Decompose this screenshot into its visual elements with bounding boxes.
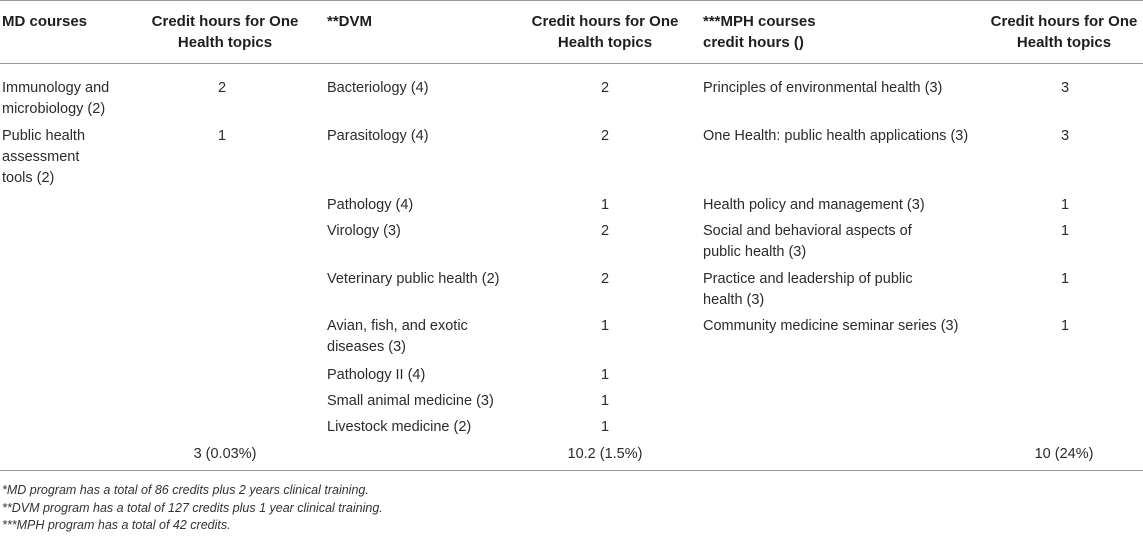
mph-credit-cell: 1 bbox=[1060, 318, 1070, 334]
mph-total: 10 (24%) bbox=[1034, 446, 1094, 462]
mph-course-cell: Practice and leadership of public health (3) bbox=[703, 271, 913, 308]
dvm-course-cell: Livestock medicine (2) bbox=[327, 419, 472, 435]
mph-course-cell: Social and behavioral aspects of public health (3) bbox=[703, 223, 912, 260]
dvm-course-cell: Avian, fish, and exotic diseases (3) bbox=[327, 318, 468, 355]
md-credit-cell: 2 bbox=[217, 80, 227, 96]
header-dvm-credit: Credit hours for One Health topics bbox=[531, 13, 679, 51]
dvm-credit-cell: 1 bbox=[600, 419, 610, 435]
header-rule bbox=[0, 63, 1143, 64]
dvm-course-cell: Parasitology (4) bbox=[327, 128, 429, 144]
mph-course-cell: Community medicine seminar series (3) bbox=[703, 318, 959, 334]
footnote-md: *MD program has a total of 86 credits plus 2 years clinical training. bbox=[2, 483, 369, 497]
mph-credit-cell: 1 bbox=[1060, 197, 1070, 213]
md-course-cell: Immunology and microbiology (2) bbox=[2, 80, 110, 117]
mph-credit-cell: 3 bbox=[1060, 80, 1070, 96]
header-md-credit: Credit hours for One Health topics bbox=[151, 13, 299, 51]
dvm-course-cell: Pathology II (4) bbox=[327, 367, 426, 383]
header-mph-credit: Credit hours for One Health topics bbox=[990, 13, 1138, 51]
mph-course-cell: Principles of environmental health (3) bbox=[703, 80, 943, 96]
dvm-total: 10.2 (1.5%) bbox=[567, 446, 643, 462]
mph-course-cell: Health policy and management (3) bbox=[703, 197, 925, 213]
dvm-course-cell: Veterinary public health (2) bbox=[327, 271, 500, 287]
header-mph-courses: ***MPH courses credit hours () bbox=[703, 13, 816, 51]
mph-course-cell: One Health: public health applications (3) bbox=[703, 128, 969, 144]
footnotes bbox=[2, 482, 383, 535]
md-total: 3 (0.03%) bbox=[193, 446, 257, 462]
dvm-credit-cell: 2 bbox=[600, 271, 610, 287]
footnote-mph: ***MPH program has a total of 42 credits. bbox=[2, 518, 231, 532]
md-course-cell: Public health assessment tools (2) bbox=[2, 128, 86, 186]
top-rule bbox=[0, 0, 1143, 1]
dvm-credit-cell: 1 bbox=[600, 318, 610, 334]
dvm-credit-cell: 2 bbox=[600, 80, 610, 96]
dvm-credit-cell: 2 bbox=[600, 128, 610, 144]
dvm-course-cell: Small animal medicine (3) bbox=[327, 393, 494, 409]
dvm-course-cell: Virology (3) bbox=[327, 223, 401, 239]
dvm-course-cell: Bacteriology (4) bbox=[327, 80, 429, 96]
dvm-credit-cell: 1 bbox=[600, 367, 610, 383]
footnote-dvm: **DVM program has a total of 127 credits plus 1 year clinical training. bbox=[2, 500, 383, 515]
mph-credit-cell: 1 bbox=[1060, 271, 1070, 287]
dvm-credit-cell: 2 bbox=[600, 223, 610, 239]
dvm-credit-cell: 1 bbox=[600, 393, 610, 409]
md-credit-cell: 1 bbox=[217, 128, 227, 144]
mph-credit-cell: 1 bbox=[1060, 223, 1070, 239]
bottom-rule bbox=[0, 470, 1143, 471]
dvm-credit-cell: 1 bbox=[600, 197, 610, 213]
mph-credit-cell: 3 bbox=[1060, 128, 1070, 144]
header-md-courses: MD courses bbox=[2, 13, 88, 30]
dvm-course-cell: Pathology (4) bbox=[327, 197, 414, 213]
header-dvm: **DVM bbox=[327, 13, 373, 30]
